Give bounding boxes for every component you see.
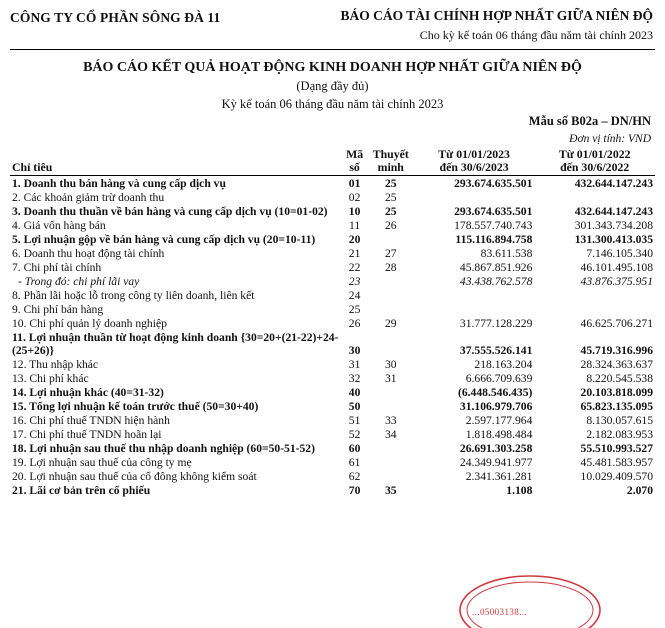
row-code: 50 <box>348 399 361 413</box>
row-current-value: 115.116.894.758 <box>455 232 533 246</box>
row-note <box>368 330 414 357</box>
row-code: 70 <box>348 483 361 497</box>
row-current-value: 31.106.979.706 <box>459 399 533 413</box>
table-row <box>10 413 655 427</box>
column-header-note-line2: minh <box>377 160 404 175</box>
row-label: 21. Lãi cơ bản trên cổ phiếu <box>12 483 151 497</box>
header-right-block <box>340 8 655 43</box>
column-header-code-line1: Mã <box>346 146 364 161</box>
row-previous-value: 8.220.545.538 <box>586 371 653 385</box>
row-note <box>368 288 414 302</box>
row-current-value: (6.448.546.435) <box>458 385 533 399</box>
column-header-current-period <box>414 147 535 176</box>
row-label: 1. Doanh thu bán hàng và cung cấp dịch vụ <box>12 176 226 190</box>
row-previous-value: 46.625.706.271 <box>580 316 653 330</box>
row-previous-value: 20.103.818.099 <box>580 385 653 399</box>
row-current-value: 6.666.709.639 <box>465 371 533 385</box>
table-row <box>10 483 655 497</box>
row-previous-value: 7.146.105.340 <box>586 246 653 260</box>
row-code: 23 <box>348 274 361 288</box>
row-previous-value: 8.130.057.615 <box>586 413 653 427</box>
row-previous-value <box>534 190 655 204</box>
row-current-value: 24.349.941.977 <box>459 455 533 469</box>
row-note <box>368 469 414 483</box>
row-label: 6. Doanh thu hoạt động tài chính <box>12 246 165 260</box>
row-label: 19. Lợi nhuận sau thuế của công ty mẹ <box>12 455 192 469</box>
row-previous-value: 2.182.083.953 <box>586 427 653 441</box>
column-header-previous-period <box>534 147 655 176</box>
row-note: 29 <box>384 316 397 330</box>
row-current-value: 293.674.635.501 <box>454 204 533 218</box>
table-header <box>10 147 655 176</box>
row-current-value <box>414 190 535 204</box>
row-note: 27 <box>384 246 397 260</box>
table-body <box>10 176 655 498</box>
row-code: 21 <box>348 246 361 260</box>
row-code: 26 <box>348 316 361 330</box>
column-header-note <box>368 147 414 176</box>
company-name: CÔNG TY CỔ PHẦN SÔNG ĐÀ 11 <box>10 10 221 25</box>
row-code: 62 <box>348 469 361 483</box>
table-row <box>10 302 655 316</box>
table-row <box>10 218 655 232</box>
column-header-current-line1: Từ 01/01/2023 <box>438 146 510 161</box>
row-code: 01 <box>348 176 361 190</box>
row-previous-value: 65.823.135.095 <box>580 399 653 413</box>
row-label: 12. Thu nhập khác <box>12 357 99 371</box>
page-title: BÁO CÁO KẾT QUẢ HOẠT ĐỘNG KINH DOANH HỢP NHẤT GIỮA NIÊN ĐỘ <box>83 60 582 75</box>
row-code: 31 <box>348 357 361 371</box>
row-previous-value: 45.719.316.996 <box>580 343 653 357</box>
row-label: 16. Chi phí thuế TNDN hiện hành <box>12 413 170 427</box>
row-label: 5. Lợi nhuận gộp về bán hàng và cung cấp dịch vụ (20=10-11) <box>12 232 316 246</box>
row-current-value: 43.438.762.578 <box>459 274 533 288</box>
table-row <box>10 399 655 413</box>
page-subtitle: (Dạng đầy đủ) <box>296 79 369 93</box>
row-label: 10. Chi phí quản lý doanh nghiệp <box>12 316 167 330</box>
row-note: 30 <box>384 357 397 371</box>
document-header <box>10 8 655 50</box>
row-previous-value: 43.876.375.951 <box>580 274 653 288</box>
row-previous-value: 131.300.413.035 <box>574 232 653 246</box>
table-row <box>10 469 655 483</box>
row-previous-value: 301.343.734.208 <box>574 218 653 232</box>
row-note <box>368 441 414 455</box>
row-code: 02 <box>348 190 361 204</box>
row-label: 20. Lợi nhuận sau thuế của cổ đông không kiểm soát <box>12 469 257 483</box>
row-current-value <box>414 302 535 316</box>
row-current-value: 1.108 <box>506 483 533 497</box>
row-current-value: 293.674.635.501 <box>454 176 533 190</box>
table-row <box>10 330 655 357</box>
row-label: - Trong đó: chi phí lãi vay <box>18 274 140 288</box>
row-label: 2. Các khoản giảm trừ doanh thu <box>12 190 165 204</box>
row-code: 11 <box>349 218 361 232</box>
table-row <box>10 190 655 204</box>
column-header-label: Chỉ tiêu <box>10 147 342 176</box>
row-label: 15. Tổng lợi nhuận kế toán trước thuế (50=30+40) <box>12 399 259 413</box>
table-row <box>10 357 655 371</box>
table-row <box>10 316 655 330</box>
row-label: 17. Chi phí thuế TNDN hoãn lại <box>12 427 162 441</box>
row-previous-value: 28.324.363.637 <box>580 357 653 371</box>
column-header-previous-line1: Từ 01/01/2022 <box>558 146 631 161</box>
table-row <box>10 204 655 218</box>
table-row <box>10 427 655 441</box>
row-note <box>368 455 414 469</box>
row-note <box>368 232 414 246</box>
row-current-value: 218.163.204 <box>474 357 533 371</box>
row-previous-value: 10.029.409.570 <box>580 469 653 483</box>
row-current-value: 1.818.498.484 <box>465 427 533 441</box>
row-code: 25 <box>348 302 361 316</box>
table-row <box>10 232 655 246</box>
report-period: Cho kỳ kế toán 06 tháng đầu năm tài chính 2023 <box>419 28 653 42</box>
row-note: 31 <box>384 371 397 385</box>
table-row <box>10 441 655 455</box>
row-label: 14. Lợi nhuận khác (40=31-32) <box>12 385 164 399</box>
column-header-code <box>342 147 368 176</box>
row-label: 13. Chi phí khác <box>12 371 89 385</box>
row-previous-value: 46.101.495.108 <box>580 260 653 274</box>
row-note <box>368 302 414 316</box>
row-code: 22 <box>348 260 361 274</box>
row-label: 3. Doanh thu thuần về bán hàng và cung cấp dịch vụ (10=01-02) <box>12 204 328 218</box>
table-row <box>10 288 655 302</box>
table-row <box>10 246 655 260</box>
table-row <box>10 455 655 469</box>
row-code: 60 <box>348 441 361 455</box>
row-label: 18. Lợi nhuận sau thuế thu nhập doanh nghiệp (60=50-51-52) <box>12 441 315 455</box>
row-previous-value: 432.644.147.243 <box>574 204 653 218</box>
row-previous-value: 432.644.147.243 <box>574 176 653 190</box>
row-current-value <box>414 288 535 302</box>
income-statement-table <box>10 147 655 497</box>
row-code: 61 <box>348 455 361 469</box>
table-row <box>10 274 655 288</box>
row-current-value: 83.611.538 <box>480 246 533 260</box>
currency-unit: Đơn vị tính: VND <box>569 133 651 145</box>
row-previous-value <box>534 302 655 316</box>
row-note <box>368 385 414 399</box>
row-code: 32 <box>348 371 361 385</box>
report-title: BÁO CÁO TÀI CHÍNH HỢP NHẤT GIỮA NIÊN ĐỘ <box>340 8 653 23</box>
row-note <box>368 274 414 288</box>
row-current-value: 45.867.851.926 <box>459 260 533 274</box>
table-header-row <box>10 147 655 176</box>
table-row <box>10 385 655 399</box>
row-current-value: 2.597.177.964 <box>465 413 533 427</box>
row-note <box>368 399 414 413</box>
column-header-current-line2: đến 30/6/2023 <box>439 160 509 175</box>
column-header-previous-line2: đến 30/6/2022 <box>560 160 630 175</box>
row-code: 30 <box>348 343 361 357</box>
row-note: 25 <box>384 176 397 190</box>
row-note: 28 <box>384 260 397 274</box>
row-current-value: 31.777.128.229 <box>459 316 533 330</box>
company-seal-stamp <box>455 570 605 628</box>
row-code: 52 <box>348 427 361 441</box>
row-note: 33 <box>384 413 397 427</box>
row-note: 34 <box>384 427 397 441</box>
row-previous-value <box>534 288 655 302</box>
row-previous-value: 2.070 <box>626 483 653 497</box>
form-code: Mẫu số B02a – DN/HN <box>528 114 651 128</box>
row-label: 9. Chi phí bán hàng <box>12 302 104 316</box>
column-header-code-line2: số <box>349 160 360 175</box>
row-current-value: 178.557.740.743 <box>454 218 533 232</box>
page-subtitle-period: Kỳ kế toán 06 tháng đầu năm tài chính 2023 <box>221 97 444 111</box>
seal-text: ...05003138... <box>472 607 528 617</box>
table-row <box>10 260 655 274</box>
row-label: 8. Phần lãi hoặc lỗ trong công ty liên doanh, liên kết <box>12 288 255 302</box>
row-code: 20 <box>348 232 361 246</box>
row-note: 35 <box>384 483 397 497</box>
table-row <box>10 371 655 385</box>
row-current-value: 26.691.303.258 <box>459 441 533 455</box>
row-label: 7. Chi phí tài chính <box>12 260 102 274</box>
row-previous-value: 45.481.583.957 <box>580 455 653 469</box>
row-previous-value: 55.510.993.527 <box>580 441 653 455</box>
row-note: 26 <box>384 218 397 232</box>
row-code: 51 <box>348 413 361 427</box>
row-note: 25 <box>384 190 397 204</box>
row-label: 4. Giá vốn hàng bán <box>12 218 106 232</box>
row-code: 40 <box>348 385 361 399</box>
row-current-value: 2.341.361.281 <box>465 469 533 483</box>
row-label: 11. Lợi nhuận thuần từ hoạt động kinh doanh {30=20+(21-22)+24-(25+26)} <box>12 330 339 357</box>
row-code: 10 <box>348 204 361 218</box>
column-header-note-line1: Thuyết <box>372 146 409 161</box>
row-note: 25 <box>384 204 397 218</box>
row-current-value: 37.555.526.141 <box>459 343 533 357</box>
table-row <box>10 176 655 191</box>
row-code: 24 <box>348 288 361 302</box>
